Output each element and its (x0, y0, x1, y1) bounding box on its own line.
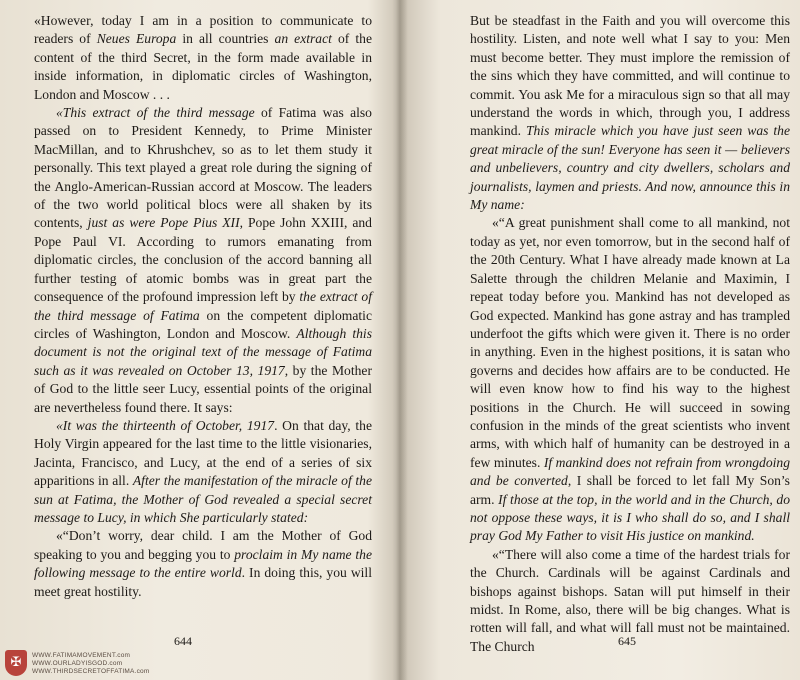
right-page-number: 645 (618, 634, 636, 648)
text-span: , Pope John XXIII, and Pope Paul VI. According to rumors emanating from diplomatic circles, the conclusion of the accord banning all further testing of atomic bombs was in great part the consequence of the profound impression left by (34, 215, 372, 305)
left-paragraph-1 (34, 12, 372, 104)
fatima-movement-logo-icon: ✠ (5, 650, 27, 676)
left-paragraph-2 (34, 104, 372, 417)
text-span: of Fatima was also passed on to President Kennedy, to Prime Minister MacMillan, and to Khrushchev, so as to let them study it personally. This text played a great role during the signing of the Anglo-American-Russian accord at Moscow. The leaders of the two world political blocs were all shaken by its contents, (34, 105, 372, 231)
italic-text-span: Although this document is not the original text of the message of Fatima such as it was revealed on October 13, 1917 (34, 325, 372, 378)
left-page-number: 644 (174, 634, 192, 648)
footer-url-3[interactable]: WWW.THIRDSECRETOFFATIMA.com (32, 668, 150, 675)
footer-url-1[interactable]: WWW.FATIMAMOVEMENT.com (32, 652, 131, 659)
right-paragraph-2 (470, 214, 790, 545)
left-paragraph-3 (34, 417, 372, 527)
text-span: , by the Mother of God to the little seer Lucy, essential points of the original are nevertheless found there. It says: (34, 362, 372, 415)
italic-text-span: an extract (274, 31, 332, 47)
footer-urls (32, 652, 149, 676)
text-span: . On that day, the Holy Virgin appeared for the last time to the little visionaries, Jacinta, Francisco, and Lucy, at the end of a series of six apparitions in all. (34, 417, 372, 489)
italic-text-span: the extract of the third message of Fatima (34, 289, 372, 323)
text-span: «However, today I am in a position to communicate to readers of (34, 13, 372, 47)
text-span: «“A great punishment shall come to all mankind, not today as yet, nor even tomorrow, but in the second half of the 20th Century. What I have already made known at La Salette through the children Melanie and Maximin, I repeat today before you. Mankind has not developed as God expected. Mankind has gone astray and has trampled underfoot the gifts which were given it. There is no order in anything. Even in the highest positions, it is satan who governs and decides how affairs are to be conducted. He will even know how to find his way to the highest positions in the Church. He will succeed in sowing confusion in the minds of the great scientists who invent arms, with which half of humanity can be destroyed in a few minutes. (470, 215, 790, 470)
text-span: on the competent diplomatic circles of Washington, London and Moscow. (34, 307, 372, 341)
text-span: But be steadfast in the Faith and you will overcome this hostility. Listen, and note well what I say to you: Men must become better. They must implore the remission of the sins which they have committed, and will continue to commit. You ask Me for a miraculous sign so that all may understand the words in which, through you, I address mankind. (470, 13, 790, 139)
text-span: . In doing this, you will meet great hostility. (34, 565, 372, 599)
right-page-text (470, 12, 790, 656)
italic-text-span: proclaim in My name the following message to the entire world (34, 546, 372, 581)
left-paragraph-4 (34, 527, 372, 601)
text-span: «“Don’t worry, dear child. I am the Mother of God speaking to you and begging you to (34, 528, 372, 562)
text-span: of the content of the third Secret, in the form made available in inside information, in diplomatic circles of Washington, London and Moscow . . . (34, 31, 372, 102)
italic-text-span: Neues Europa (96, 31, 177, 47)
left-page-text (34, 12, 372, 601)
italic-text-span: «This extract of the third message (56, 105, 255, 121)
italic-text-span: just as were Pope Pius XII (87, 215, 240, 231)
italic-text-span: This miracle which you have just seen was the great miracle of the sun! Everyone has seen it — believers and unbelievers, country and city dwellers, scholars and journalists, laymen and priests. And now, announce this in My name: (470, 123, 791, 213)
footer-url-2[interactable]: WWW.OURLADYISGOD.com (32, 660, 123, 667)
right-page (400, 0, 800, 680)
italic-text-span: «It was the thirteenth of October, 1917 (56, 417, 275, 433)
text-span: in all countries (176, 31, 275, 47)
text-span: «“There will also come a time of the hardest trials for the Church. Cardinals will be against Cardinals and bishops against bishops. Satan will put himself in their midst. In Rome, also, there will be big changes. What is rotten will fall, and what will fall must not be maintained. The Church (470, 546, 790, 654)
italic-text-span: If those at the top, in the world and in the Church, do not oppose these ways, it is I who shall do so, and I shall pray God My Father to visit His justice on mankind. (470, 491, 790, 544)
right-paragraph-1 (470, 12, 790, 214)
italic-text-span: After the manifestation of the miracle of the sun at Fatima, the Mother of God revealed a special secret message to Lucy, in which She particularly stated: (34, 473, 372, 525)
italic-text-span: If mankind does not refrain from wrongdoing and be converted (470, 454, 790, 489)
text-span: , I shall be forced to let fall My Son’s arm. (470, 473, 790, 507)
